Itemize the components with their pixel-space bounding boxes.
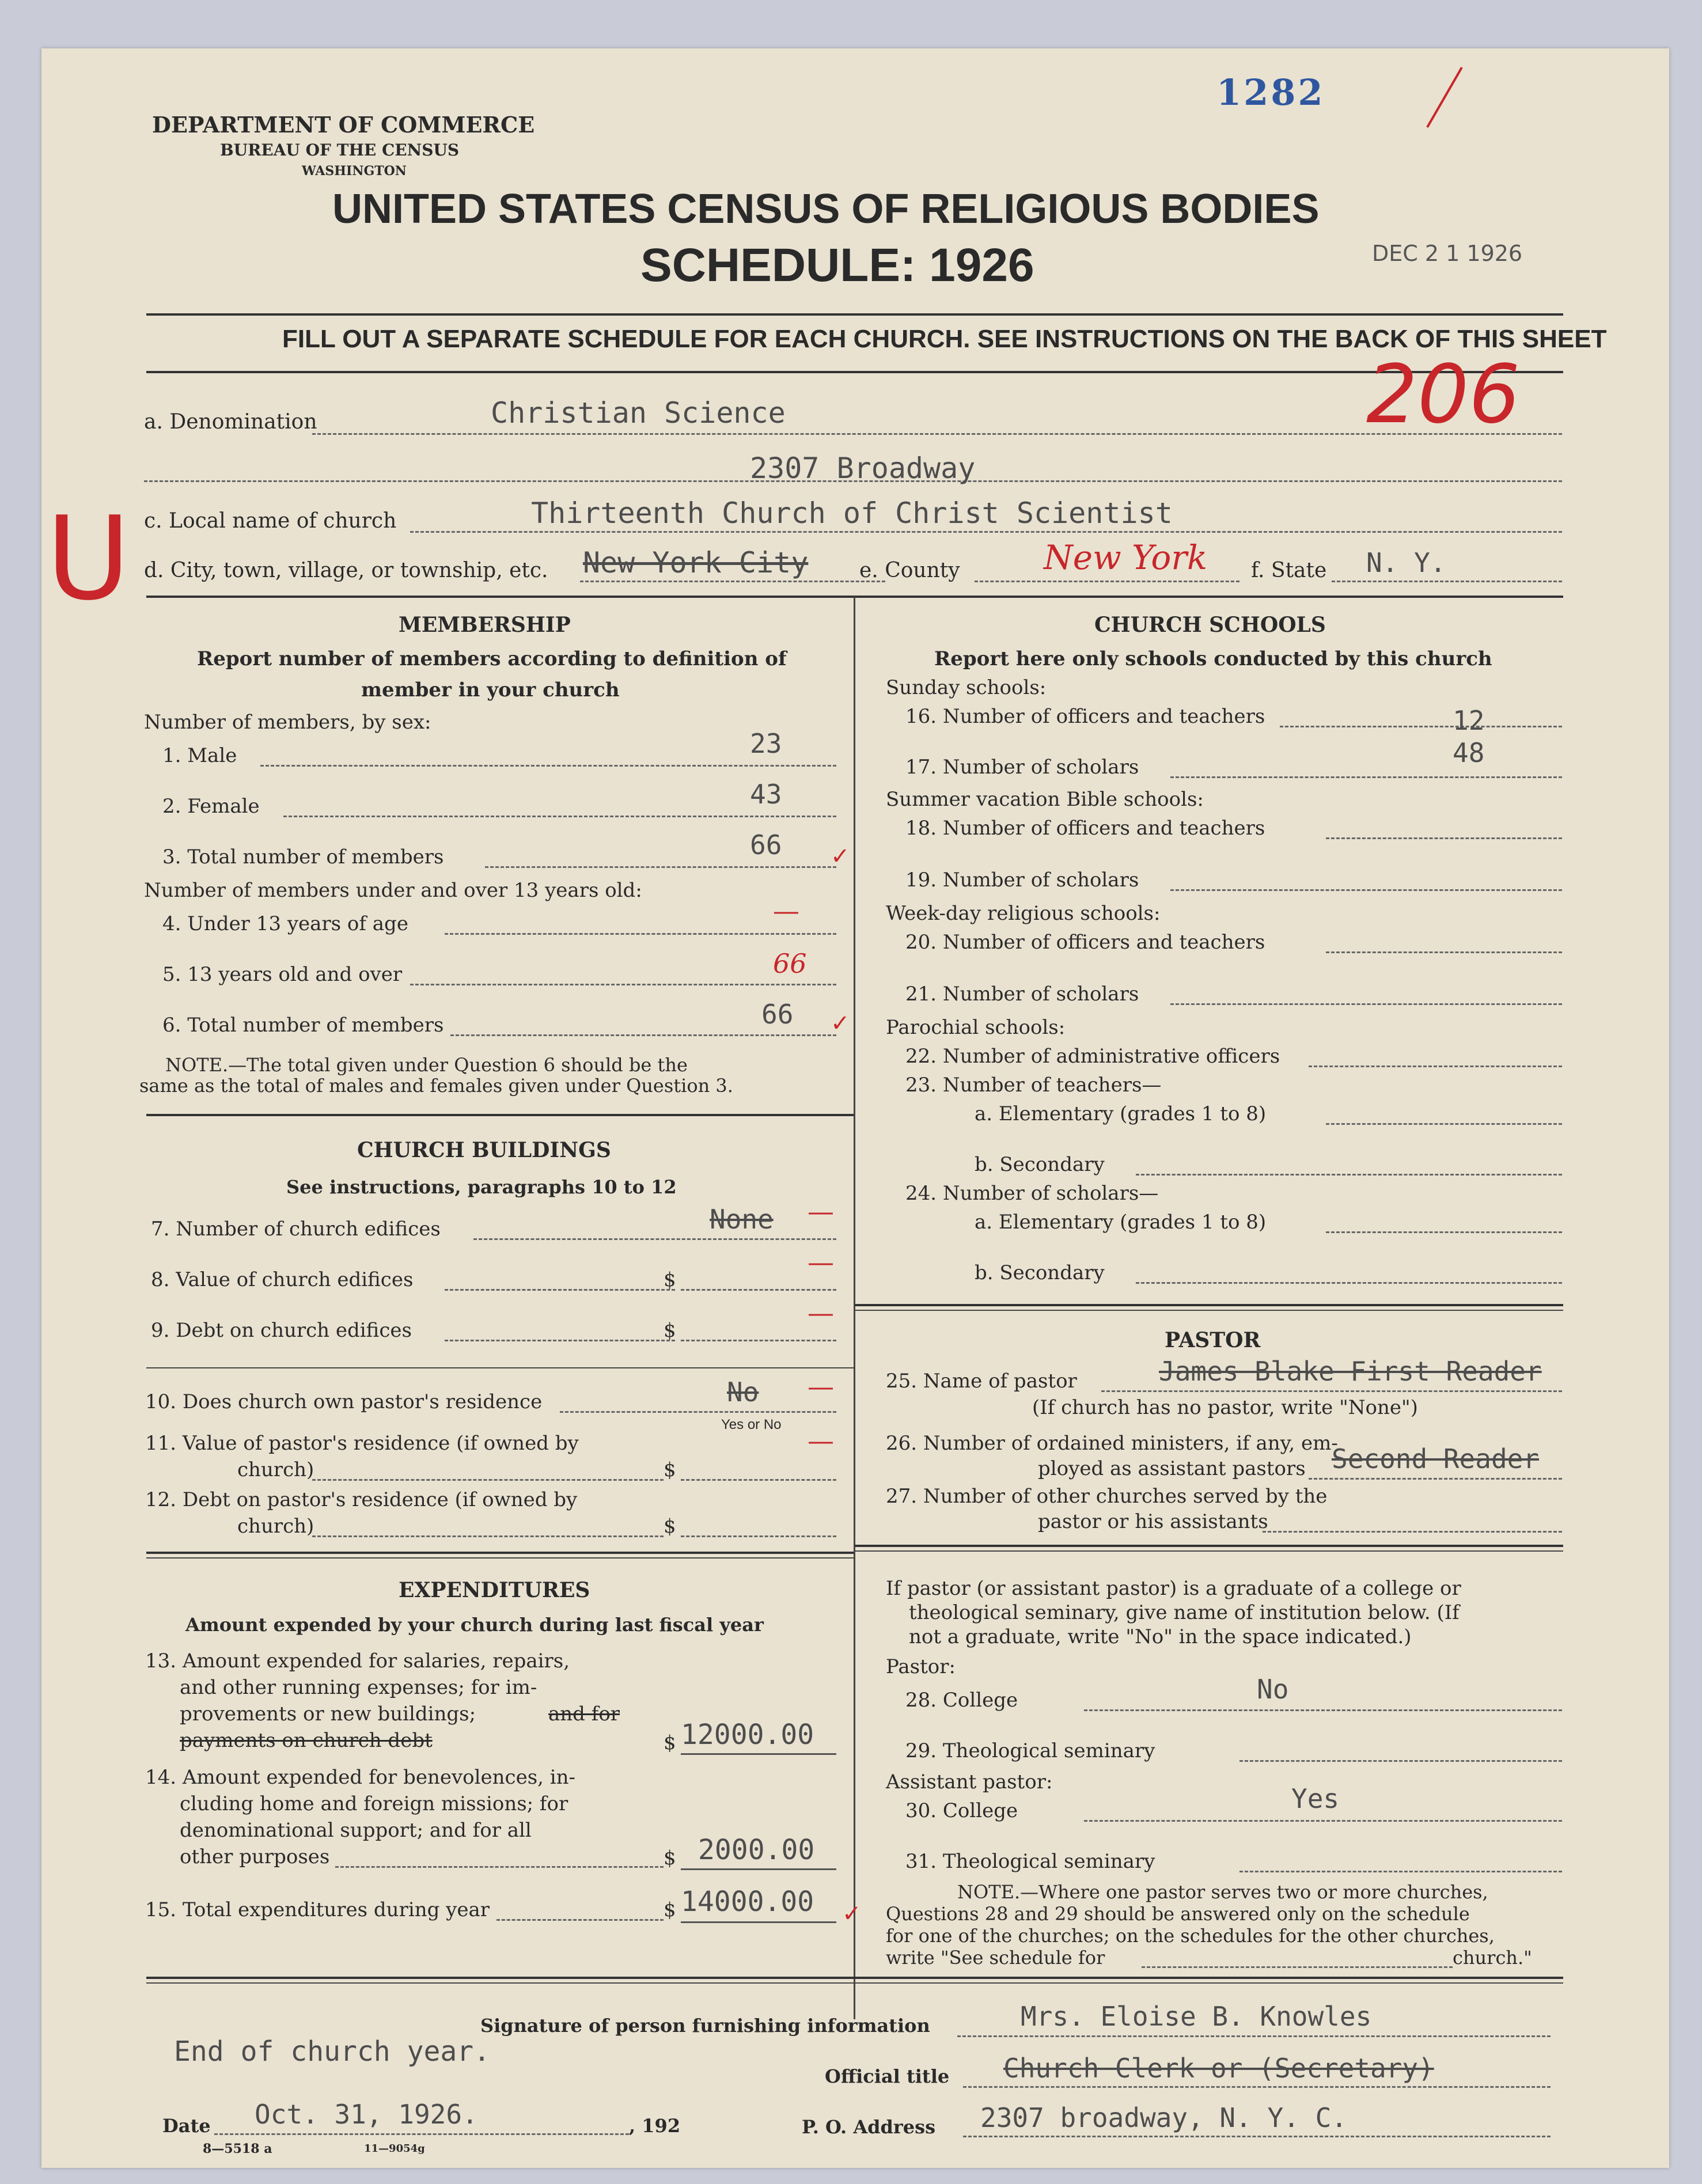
- end-of-year-note: End of church year.: [174, 2035, 491, 2068]
- q8-red-dash: —: [808, 1246, 834, 1277]
- state-value: N. Y.: [1366, 547, 1446, 578]
- check-mark: ✓: [842, 1901, 862, 1927]
- expenditures-subtitle: Amount expended by your church during last fiscal year: [185, 1614, 764, 1636]
- q12-label-1: 12. Debt on pastor's residence (if owned by: [145, 1488, 578, 1511]
- pastor-subhead: Pastor:: [886, 1655, 956, 1678]
- pastor-note-4b: church.": [1453, 1947, 1532, 1969]
- q22-label: 22. Number of administrative officers: [905, 1045, 1280, 1068]
- q10-residence-value: No: [727, 1377, 759, 1408]
- bureau-name: BUREAU OF THE CENSUS: [220, 141, 460, 160]
- city-label: d. City, town, village, or township, etc.: [144, 559, 548, 582]
- q4-under13-value: —: [773, 895, 799, 926]
- q14-line-4: other purposes: [180, 1845, 330, 1868]
- q7-red-dash: —: [808, 1196, 834, 1227]
- red-check-mark: [1426, 67, 1492, 145]
- q1-male-label: 1. Male: [162, 744, 237, 767]
- q15-amount: 14000.00: [681, 1886, 814, 1918]
- q6-total-value: 66: [761, 999, 794, 1030]
- q24b-label: b. Secondary: [975, 1261, 1105, 1284]
- county-value: New York: [1044, 538, 1208, 577]
- po-address-value: 2307 broadway, N. Y. C.: [980, 2102, 1347, 2133]
- q13-dollar: $: [664, 1731, 676, 1754]
- members-by-age: Number of members under and over 13 years old:: [144, 879, 642, 902]
- graduate-note-1: If pastor (or assistant pastor) is a graduate of a college or: [886, 1577, 1461, 1600]
- q17-value: 48: [1453, 737, 1485, 768]
- denomination-value: Christian Science: [491, 396, 786, 430]
- q27-line-1: 27. Number of other churches served by the: [886, 1485, 1328, 1508]
- expenditures-heading: EXPENDITURES: [399, 1578, 590, 1602]
- q13-line-1: 13. Amount expended for salaries, repairs,: [145, 1650, 570, 1673]
- census-schedule-sheet: [41, 48, 1669, 2168]
- q24-label: 24. Number of scholars—: [905, 1182, 1159, 1205]
- q19-label: 19. Number of scholars: [905, 869, 1139, 892]
- q23b-label: b. Secondary: [975, 1153, 1105, 1176]
- buildings-subtitle: See instructions, paragraphs 10 to 12: [286, 1176, 677, 1198]
- q24a-label: a. Elementary (grades 1 to 8): [975, 1211, 1267, 1234]
- q10-residence-label: 10. Does church own pastor's residence: [145, 1390, 543, 1413]
- q14-line-2: cluding home and foreign missions; for: [180, 1792, 568, 1815]
- q2-female-label: 2. Female: [162, 795, 260, 818]
- form-title: UNITED STATES CENSUS OF RELIGIOUS BODIES: [332, 186, 1320, 232]
- q15-label: 15. Total expenditures during year: [145, 1898, 490, 1921]
- q26-line-2: ployed as assistant pastors: [1038, 1457, 1306, 1480]
- members-by-sex: Number of members, by sex:: [144, 711, 431, 734]
- q20-label: 20. Number of officers and teachers: [905, 931, 1265, 954]
- q26-line-1: 26. Number of ordained ministers, if any, em-: [886, 1432, 1338, 1455]
- local-name-value: Thirteenth Church of Christ Scientist: [531, 496, 1173, 530]
- state-label: f. State: [1251, 559, 1327, 582]
- date-value: Oct. 31, 1926.: [255, 2099, 478, 2130]
- q18-label: 18. Number of officers and teachers: [905, 817, 1265, 840]
- q5-over13-label: 5. 13 years old and over: [162, 963, 403, 986]
- q8-value-label: 8. Value of church edifices: [151, 1268, 414, 1291]
- q28-label: 28. College: [905, 1689, 1018, 1712]
- q14-amount: 2000.00: [698, 1834, 815, 1866]
- check-mark: ✓: [831, 1010, 850, 1037]
- q14-line-3: denominational support; and for all: [180, 1819, 532, 1842]
- pastor-note-2: Questions 28 and 29 should be answered only on the schedule: [886, 1903, 1470, 1925]
- q3-total-label: 3. Total number of members: [162, 845, 444, 869]
- check-mark: ✓: [831, 843, 850, 870]
- buildings-heading: CHURCH BUILDINGS: [357, 1138, 611, 1162]
- q4-under13-label: 4. Under 13 years of age: [162, 912, 408, 935]
- q30-value: Yes: [1291, 1783, 1340, 1814]
- membership-heading: MEMBERSHIP: [399, 613, 571, 637]
- assistant-subhead: Assistant pastor:: [886, 1770, 1053, 1794]
- membership-note-1: NOTE.—The total given under Question 6 should be the: [165, 1054, 688, 1076]
- q30-label: 30. College: [905, 1799, 1018, 1822]
- q11-red-dash: —: [808, 1425, 834, 1456]
- q25-hint: (If church has no pastor, write "None"): [1032, 1396, 1418, 1419]
- pastor-heading: PASTOR: [1165, 1328, 1261, 1352]
- signature-label: Signature of person furnishing information: [480, 2015, 930, 2037]
- weekday-schools: Week-day religious schools:: [886, 902, 1161, 925]
- q15-dollar: $: [664, 1898, 676, 1921]
- q13-line-2: and other running expenses; for im-: [180, 1676, 537, 1699]
- q17-label: 17. Number of scholars: [905, 756, 1139, 779]
- q11-label-1: 11. Value of pastor's residence (if owned by: [145, 1432, 579, 1455]
- q2-female-value: 43: [750, 779, 782, 810]
- q16-value: 12: [1453, 705, 1485, 736]
- parochial-schools: Parochial schools:: [886, 1016, 1066, 1039]
- q13-line-3: provements or new buildings;: [180, 1703, 476, 1726]
- q13-line-3b: and for: [548, 1703, 620, 1726]
- city-value: New York City: [583, 546, 809, 579]
- q29-label: 29. Theological seminary: [905, 1739, 1155, 1762]
- q10-hint: Yes or No: [721, 1417, 782, 1432]
- schools-heading: CHURCH SCHOOLS: [1094, 613, 1326, 637]
- pastor-note-1: NOTE.—Where one pastor serves two or more churches,: [957, 1881, 1488, 1903]
- q14-dollar: $: [664, 1846, 676, 1870]
- signature-value: Mrs. Eloise B. Knowles: [1021, 2001, 1372, 2032]
- q9-red-dash: —: [808, 1297, 834, 1328]
- po-address-label: P. O. Address: [802, 2116, 936, 2138]
- q11-label-2: church): [237, 1458, 314, 1481]
- q12-label-2: church): [237, 1515, 314, 1538]
- pastor-note-4: write "See schedule for: [886, 1947, 1105, 1969]
- q12-dollar: $: [664, 1515, 676, 1538]
- graduate-note-3: not a graduate, write "No" in the space indicated.): [909, 1625, 1412, 1648]
- sunday-schools: Sunday schools:: [886, 676, 1047, 699]
- summer-schools: Summer vacation Bible schools:: [886, 788, 1204, 811]
- q23-label: 23. Number of teachers—: [905, 1074, 1162, 1097]
- q16-label: 16. Number of officers and teachers: [905, 705, 1265, 728]
- q25-value: James Blake First Reader: [1159, 1356, 1542, 1387]
- membership-note-2: same as the total of males and females given under Question 3.: [139, 1075, 733, 1097]
- print-number: 11—9054g: [364, 2143, 425, 2155]
- q7-edifices-value: None: [710, 1204, 774, 1235]
- q31-label: 31. Theological seminary: [905, 1850, 1155, 1873]
- q10-red-dash: —: [808, 1371, 834, 1402]
- date-label: Date: [162, 2115, 211, 2137]
- serial-stamp: 1282: [1216, 71, 1325, 113]
- bureau-city: WASHINGTON: [302, 164, 407, 179]
- q6-total-label: 6. Total number of members: [162, 1014, 444, 1037]
- q14-line-1: 14. Amount expended for benevolences, in-: [145, 1766, 576, 1789]
- membership-subtitle-2: member in your church: [361, 678, 620, 702]
- form-number: 8—5518 a: [203, 2141, 272, 2156]
- q3-total-value: 66: [750, 829, 782, 860]
- q9-dollar: $: [664, 1319, 676, 1342]
- church-address: 2307 Broadway: [750, 452, 976, 485]
- q1-male-value: 23: [750, 728, 782, 759]
- q11-dollar: $: [664, 1458, 676, 1481]
- pastor-note-3: for one of the churches; on the schedules for the other churches,: [886, 1925, 1495, 1947]
- q27-line-2: pastor or his assistants: [1038, 1510, 1268, 1533]
- membership-subtitle-1: Report number of members according to definition of: [197, 647, 787, 670]
- q25-label: 25. Name of pastor: [886, 1370, 1077, 1393]
- date-suffix: , 192: [629, 2115, 681, 2137]
- q13-amount: 12000.00: [681, 1719, 814, 1751]
- red-u-mark: U: [46, 492, 131, 626]
- q7-edifices-label: 7. Number of church edifices: [151, 1218, 441, 1241]
- department-name: DEPARTMENT OF COMMERCE: [152, 112, 535, 138]
- schedule-title: SCHEDULE: 1926: [640, 239, 1034, 291]
- q28-value: No: [1257, 1674, 1289, 1705]
- official-title-value: Church Clerk or (Secretary): [1003, 2053, 1434, 2084]
- q23a-label: a. Elementary (grades 1 to 8): [975, 1102, 1267, 1125]
- q26-value: Second Reader: [1332, 1443, 1540, 1474]
- graduate-note-2: theological seminary, give name of institution below. (If: [909, 1601, 1460, 1624]
- q21-label: 21. Number of scholars: [905, 983, 1139, 1006]
- red-number: 206: [1366, 348, 1521, 442]
- q13-line-4: payments on church debt: [180, 1729, 433, 1752]
- county-label: e. County: [859, 559, 960, 582]
- schools-subtitle: Report here only schools conducted by this church: [934, 647, 1492, 670]
- official-title-label: Official title: [825, 2065, 950, 2087]
- q9-debt-label: 9. Debt on church edifices: [151, 1319, 412, 1342]
- q5-over13-value: 66: [773, 948, 807, 979]
- denomination-label: a. Denomination: [144, 410, 317, 434]
- local-name-label: c. Local name of church: [144, 509, 397, 533]
- instruction-banner: FILL OUT A SEPARATE SCHEDULE FOR EACH CHURCH. SEE INSTRUCTIONS ON THE BACK OF THIS SHEET: [282, 325, 1607, 353]
- date-received-stamp: DEC 2 1 1926: [1372, 241, 1523, 266]
- q8-dollar: $: [664, 1268, 676, 1291]
